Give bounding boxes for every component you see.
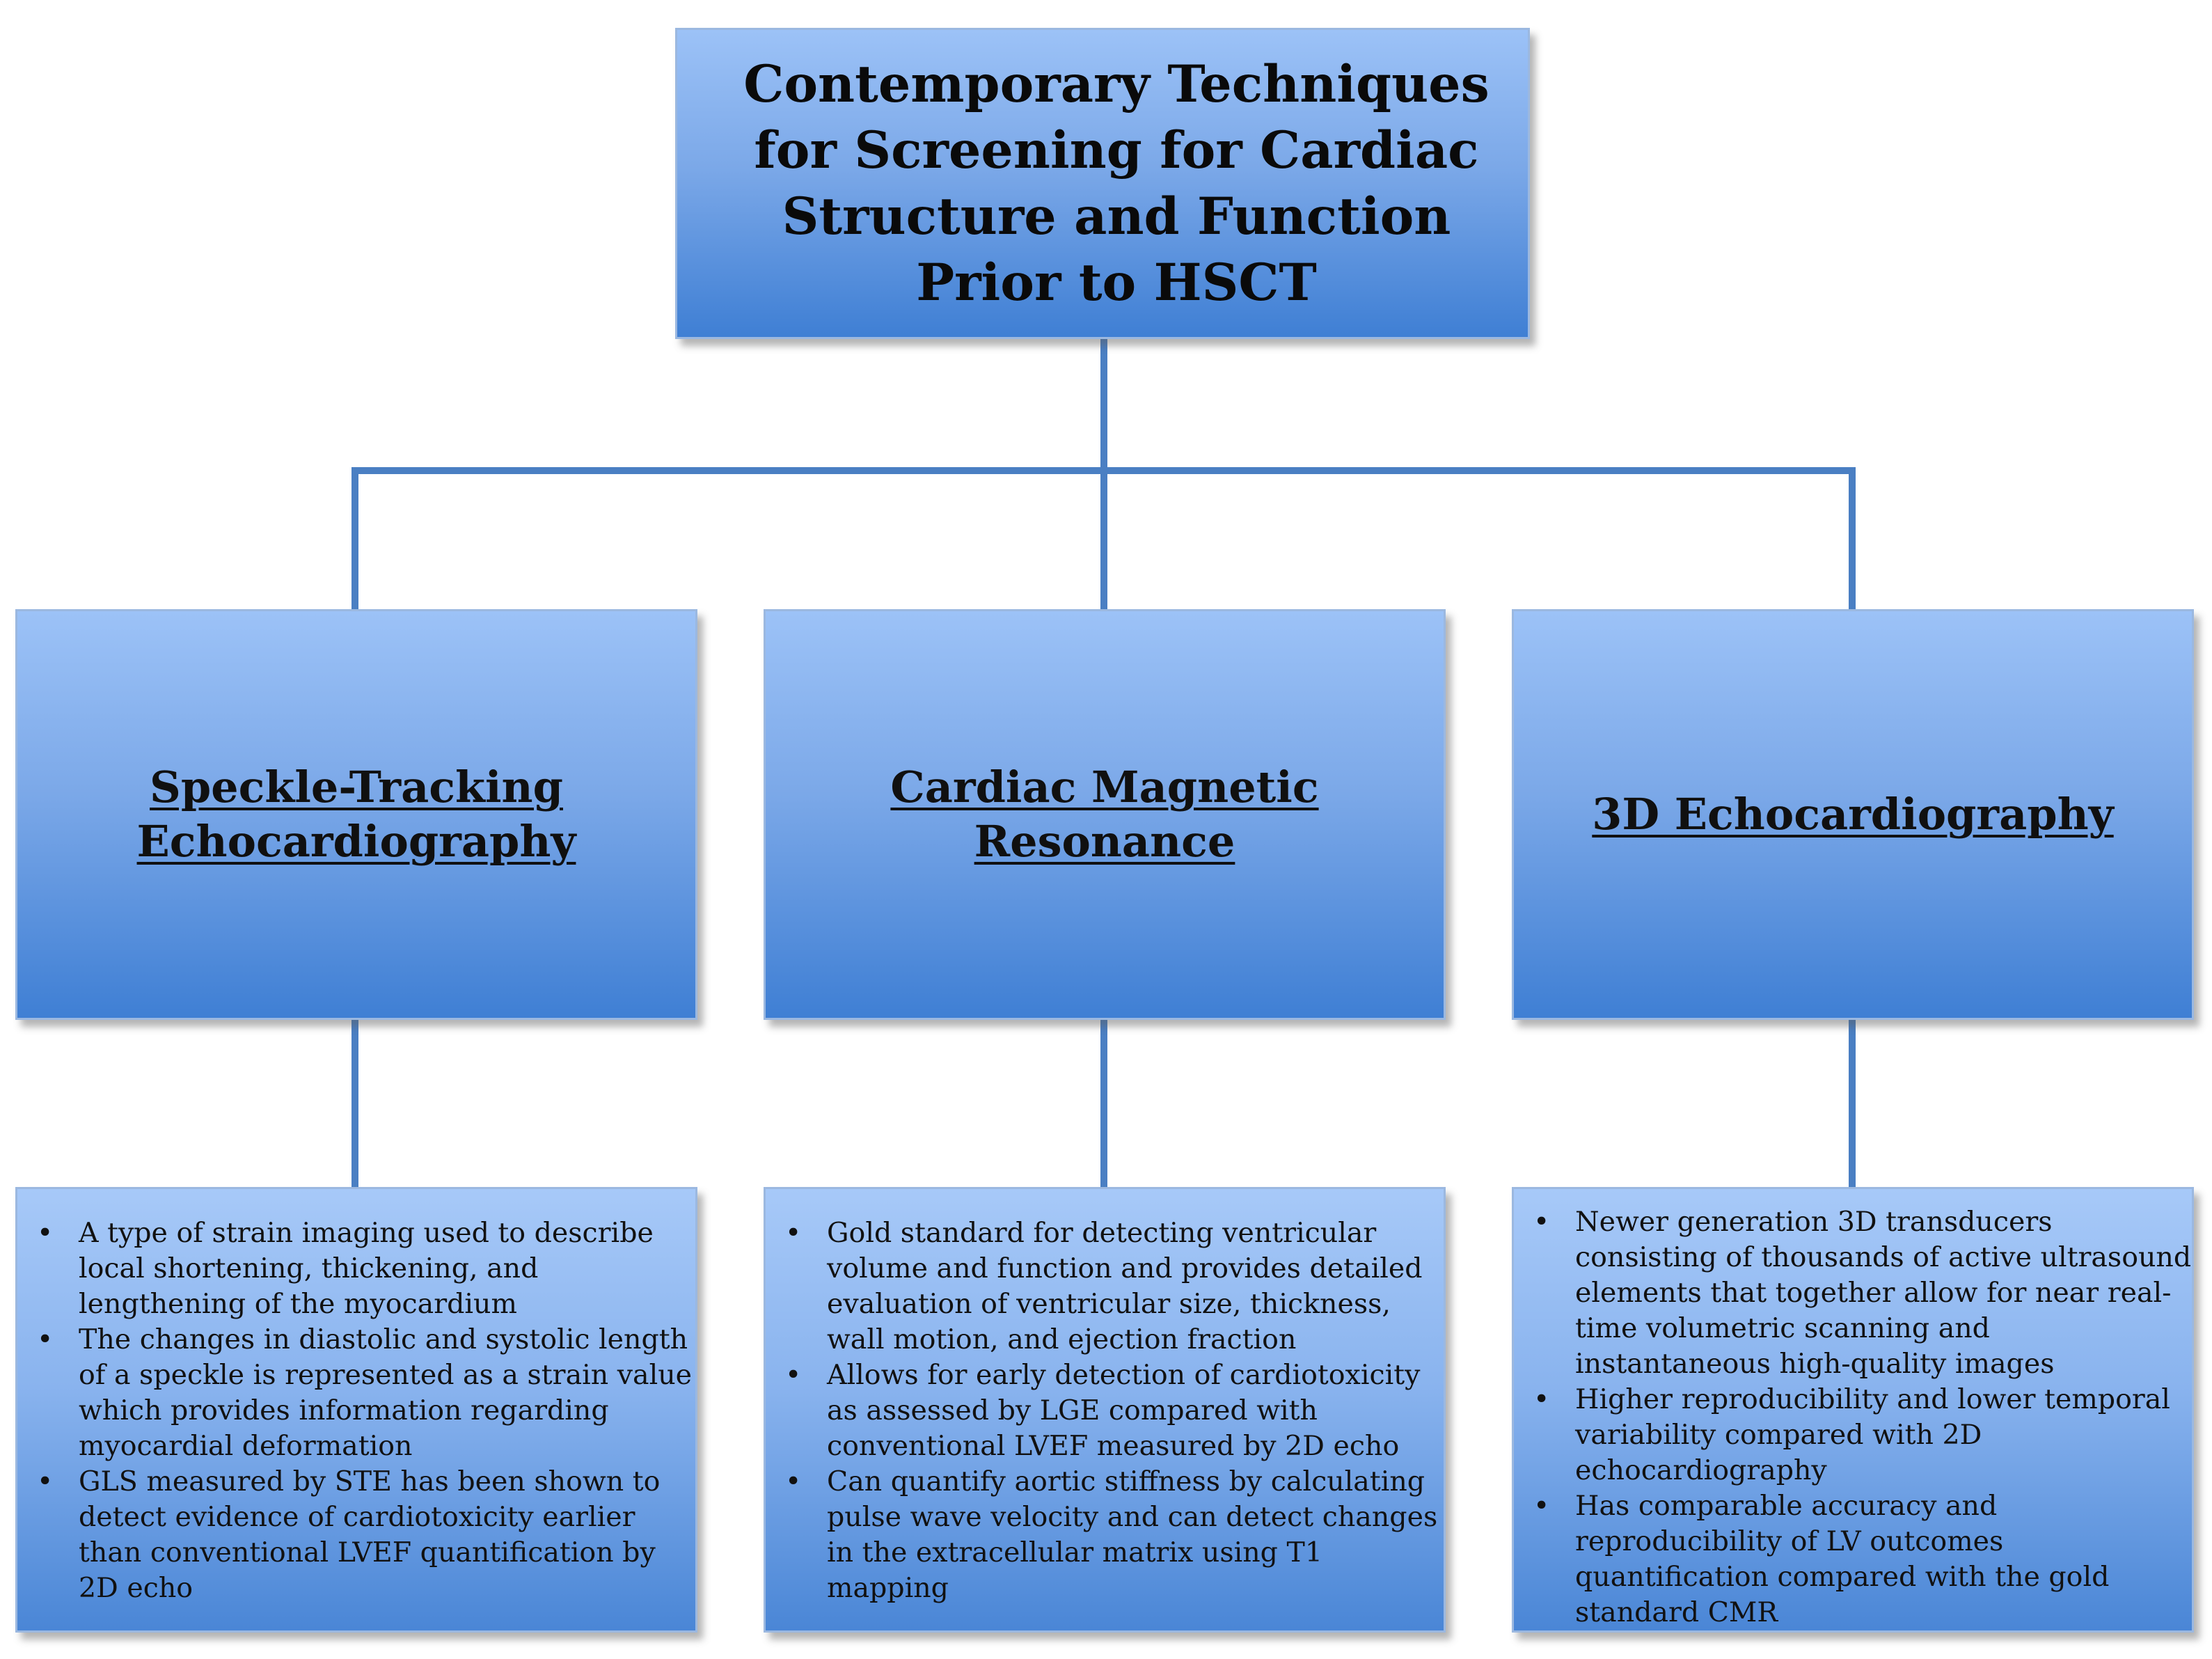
technique-box-speckle-tracking bbox=[15, 609, 697, 1020]
bullet-item: • Can quantify aortic stiffness by calculating pulse wave velocity and can detect changes in the extracellular matrix using T1 mapping bbox=[827, 1464, 1444, 1606]
bullet-item: • A type of strain imaging used to describe local shortening, thickening, and lengthening of the myocardium bbox=[79, 1216, 695, 1322]
bullet-item: • Allows for early detection of cardiotoxicity as assessed by LGE compared with conventional LVEF measured by 2D echo bbox=[827, 1358, 1444, 1464]
bullet-list bbox=[17, 1216, 695, 1606]
connector-right-detail bbox=[1849, 1020, 1856, 1187]
bullet-list bbox=[1514, 1204, 2192, 1630]
connector-center-detail bbox=[1100, 1020, 1107, 1187]
bullet-item: • GLS measured by STE has been shown to detect evidence of cardiotoxicity earlier than conventional LVEF quantification by 2D echo bbox=[79, 1464, 695, 1606]
diagram-title: Contemporary Techniques for Screening for Cardiac Structure and Function Prior to HSCT bbox=[743, 54, 1490, 313]
connector-left-down bbox=[351, 467, 358, 609]
technique-label: Cardiac Magnetic Resonance bbox=[890, 762, 1319, 867]
connector-right-down bbox=[1849, 467, 1856, 609]
bullet-item: • Gold standard for detecting ventricular volume and function and provides detailed evaluation of ventricular size, thickness, wall motion, and ejection fraction bbox=[827, 1216, 1444, 1358]
connector-title-down bbox=[1100, 339, 1107, 473]
bullet-item: • Has comparable accuracy and reproducibility of LV outcomes quantification compared with the gold standard CMR bbox=[1575, 1488, 2192, 1630]
connector-center-down bbox=[1100, 467, 1107, 609]
detail-box-cardiac-mr bbox=[764, 1187, 1446, 1633]
bullet-item: • Higher reproducibility and lower temporal variability compared with 2D echocardiography bbox=[1575, 1382, 2192, 1488]
bullet-item: • The changes in diastolic and systolic length of a speckle is represented as a strain value which provides information regarding myocardial deformation bbox=[79, 1322, 695, 1464]
detail-box-3d-echo bbox=[1512, 1187, 2194, 1633]
bullet-list bbox=[766, 1216, 1444, 1606]
bullet-item: • Newer generation 3D transducers consisting of thousands of active ultrasound elements that together allow for near real-time volumetric scanning and instantaneous high-quality images bbox=[1575, 1204, 2192, 1382]
technique-label: 3D Echocardiography bbox=[1592, 789, 2114, 840]
technique-label: Speckle-Tracking Echocardiography bbox=[136, 762, 576, 867]
technique-box-cardiac-mr bbox=[764, 609, 1446, 1020]
technique-box-3d-echo bbox=[1512, 609, 2194, 1020]
connector-left-detail bbox=[351, 1020, 358, 1187]
detail-box-speckle-tracking bbox=[15, 1187, 697, 1633]
title-box bbox=[675, 28, 1530, 339]
